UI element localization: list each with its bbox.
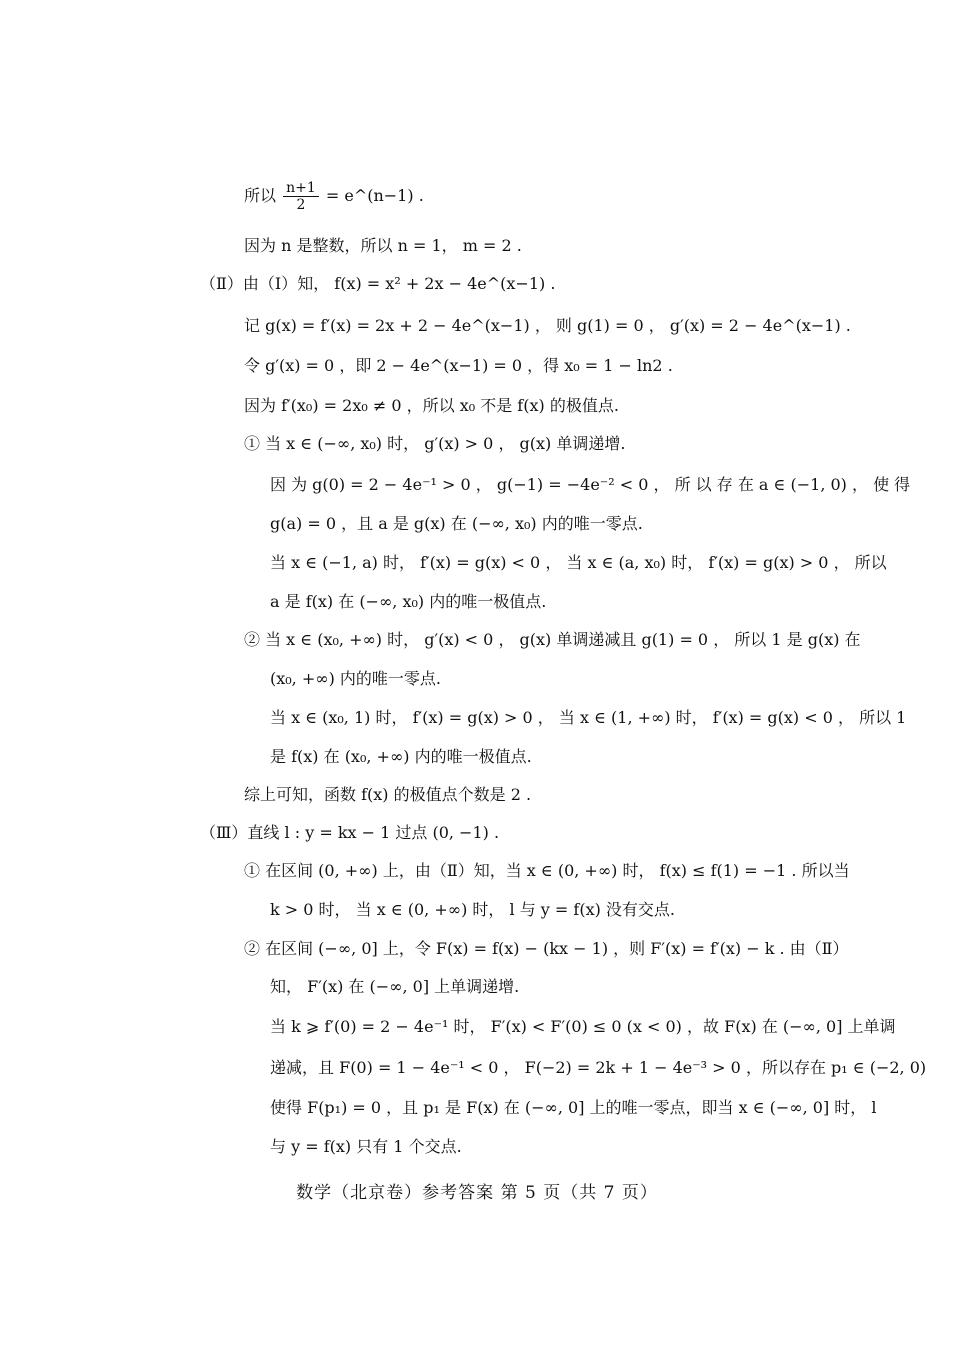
line-0-suffix: = e^(n−1) . bbox=[325, 186, 424, 205]
line-17: ① 在区间 (0, +∞) 上，由（Ⅱ）知，当 x ∈ (0, +∞) 时， f(x) ≤ f(1) = −1 . 所以当 bbox=[244, 861, 850, 880]
line-14: 是 f(x) 在 (x₀, +∞) 内的唯一极值点. bbox=[270, 747, 532, 766]
line-3: 记 g(x) = f′(x) = 2x + 2 − 4e^(x−1) ， 则 g(1) = 0 ， g′(x) = 2 − 4e^(x−1) . bbox=[244, 316, 851, 335]
line-12: (x₀, +∞) 内的唯一零点. bbox=[270, 669, 442, 688]
line-13: 当 x ∈ (x₀, 1) 时， f′(x) = g(x) > 0 ， 当 x ∈ (1, +∞) 时， f′(x) = g(x) < 0 ， 所以 1 bbox=[270, 708, 907, 727]
line-7: 因 为 g(0) = 2 − 4e⁻¹ > 0 ， g(−1) = −4e⁻² < 0 ， 所 以 存 在 a ∈ (−1, 0) ， 使 得 bbox=[270, 475, 911, 494]
line-11: ② 当 x ∈ (x₀, +∞) 时， g′(x) < 0 ， g(x) 单调递减且 g(1) = 0 ， 所以 1 是 g(x) 在 bbox=[244, 630, 861, 649]
page-footer: 数学（北京卷）参考答案 第 5 页（共 7 页） bbox=[296, 1183, 658, 1203]
line-9: 当 x ∈ (−1, a) 时， f′(x) = g(x) < 0 ， 当 x ∈ (a, x₀) 时， f′(x) = g(x) > 0 ， 所以 bbox=[270, 553, 887, 572]
line-8: g(a) = 0 ，且 a 是 g(x) 在 (−∞, x₀) 内的唯一零点. bbox=[270, 514, 643, 533]
line-20: 知， F′(x) 在 (−∞, 0] 上单调递增. bbox=[270, 977, 520, 996]
line-10: a 是 f(x) 在 (−∞, x₀) 内的唯一极值点. bbox=[270, 592, 547, 611]
line-15: 综上可知，函数 f(x) 的极值点个数是 2 . bbox=[244, 785, 532, 804]
line-16: （Ⅲ）直线 l : y = kx − 1 过点 (0, −1) . bbox=[200, 823, 500, 842]
line-22: 递减，且 F(0) = 1 − 4e⁻¹ < 0 ， F(−2) = 2k + 1 − 4e⁻³ > 0 ，所以存在 p₁ ∈ (−2, 0) bbox=[270, 1058, 927, 1077]
line-5: 因为 f′(x₀) = 2x₀ ≠ 0 ，所以 x₀ 不是 f(x) 的极值点. bbox=[244, 396, 619, 415]
line-0 bbox=[244, 176, 424, 216]
line-24: 与 y = f(x) 只有 1 个交点. bbox=[270, 1137, 462, 1156]
line-0-prefix: 所以 bbox=[244, 186, 277, 205]
line-6: ① 当 x ∈ (−∞, x₀) 时， g′(x) > 0 ， g(x) 单调递增. bbox=[244, 434, 626, 453]
fraction bbox=[283, 180, 319, 213]
fraction-numerator: n+1 bbox=[283, 180, 319, 197]
line-19: ② 在区间 (−∞, 0] 上，令 F(x) = f(x) − (kx − 1) ，则 F′(x) = f′(x) − k . 由（Ⅱ） bbox=[244, 939, 849, 958]
line-23: 使得 F(p₁) = 0 ，且 p₁ 是 F(x) 在 (−∞, 0] 上的唯一零点，即当 x ∈ (−∞, 0] 时， l bbox=[270, 1098, 877, 1117]
line-1: 因为 n 是整数，所以 n = 1， m = 2 . bbox=[244, 236, 522, 255]
line-18: k > 0 时， 当 x ∈ (0, +∞) 时， l 与 y = f(x) 没有交点. bbox=[270, 900, 676, 919]
line-21: 当 k ⩾ f′(0) = 2 − 4e⁻¹ 时， F′(x) < F′(0) ≤ 0 (x < 0) ，故 F(x) 在 (−∞, 0] 上单调 bbox=[270, 1017, 896, 1036]
fraction-denominator: 2 bbox=[296, 197, 306, 213]
line-4: 令 g′(x) = 0 ，即 2 − 4e^(x−1) = 0 ，得 x₀ = 1 − ln2 . bbox=[244, 356, 673, 375]
line-2: （Ⅱ）由（Ⅰ）知， f(x) = x² + 2x − 4e^(x−1) . bbox=[200, 274, 556, 293]
